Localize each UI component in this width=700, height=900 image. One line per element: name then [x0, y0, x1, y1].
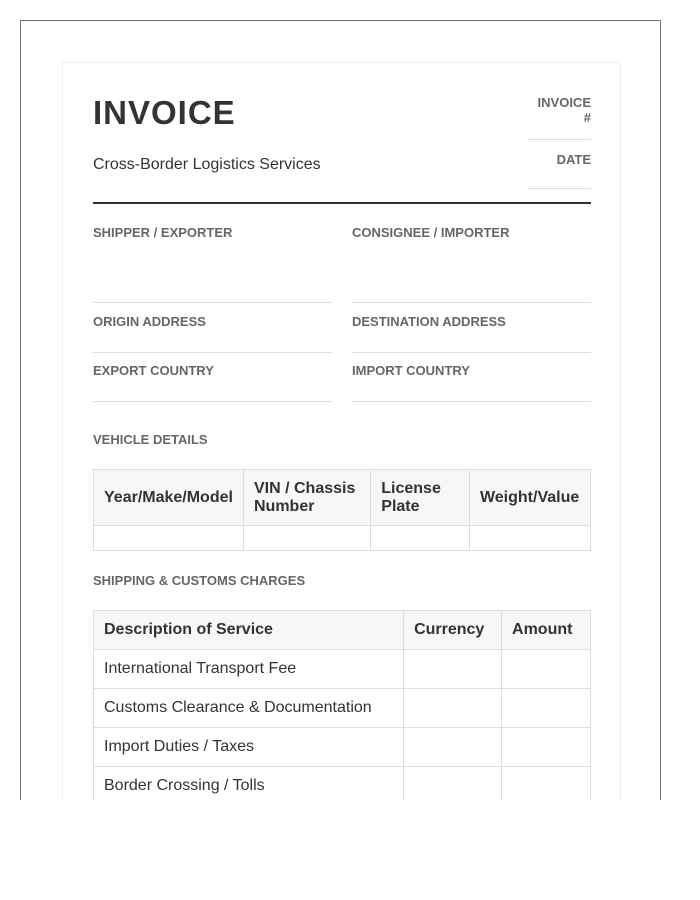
- charge-currency[interactable]: [404, 650, 502, 689]
- export-country-field[interactable]: [93, 363, 332, 402]
- charge-description: Import Duties / Taxes: [94, 728, 404, 767]
- table-row: [94, 650, 591, 689]
- table-row: [94, 728, 591, 767]
- origin-address-field[interactable]: [93, 314, 332, 353]
- charge-amount[interactable]: [502, 689, 591, 728]
- consignee-label: CONSIGNEE / IMPORTER: [352, 225, 510, 240]
- vehicle-header-row: [94, 470, 591, 526]
- table-row: [94, 526, 591, 551]
- vehicle-col-year-make-model: Year/Make/Model: [94, 470, 244, 526]
- consignee-field[interactable]: [352, 225, 591, 303]
- origin-address-label: ORIGIN ADDRESS: [93, 314, 206, 329]
- charges-col-amount: Amount: [502, 611, 591, 650]
- invoice-sheet: [62, 62, 621, 800]
- destination-address-field[interactable]: [352, 314, 591, 353]
- charge-description: International Transport Fee: [94, 650, 404, 689]
- charge-currency[interactable]: [404, 728, 502, 767]
- invoice-meta: [528, 92, 591, 189]
- invoice-number-label: INVOICE #: [537, 95, 591, 125]
- import-country-field[interactable]: [352, 363, 591, 402]
- shipper-field[interactable]: [93, 225, 332, 303]
- vehicle-col-weight-value: Weight/Value: [469, 470, 590, 526]
- export-country-label: EXPORT COUNTRY: [93, 363, 214, 378]
- invoice-title: INVOICE: [93, 94, 236, 131]
- charge-description: Customs Clearance & Documentation: [94, 689, 404, 728]
- vehicle-cell-weight-value[interactable]: [469, 526, 590, 551]
- import-country-label: IMPORT COUNTRY: [352, 363, 470, 378]
- vehicle-table: [93, 469, 591, 551]
- charge-amount[interactable]: [502, 767, 591, 801]
- vehicle-cell-year-make-model[interactable]: [94, 526, 244, 551]
- charge-currency[interactable]: [404, 689, 502, 728]
- charges-col-currency: Currency: [404, 611, 502, 650]
- shipper-label: SHIPPER / EXPORTER: [93, 225, 233, 240]
- table-row: [94, 689, 591, 728]
- header-divider: [93, 202, 591, 204]
- vehicle-col-vin: VIN / Chassis Number: [243, 470, 370, 526]
- document-frame: [20, 20, 661, 800]
- charges-table: [93, 610, 591, 800]
- charge-amount[interactable]: [502, 728, 591, 767]
- charges-header-row: [94, 611, 591, 650]
- vehicle-cell-license-plate[interactable]: [371, 526, 470, 551]
- charges-heading: SHIPPING & CUSTOMS CHARGES: [93, 573, 306, 588]
- charges-col-description: Description of Service: [94, 611, 404, 650]
- vehicle-col-license-plate: License Plate: [371, 470, 470, 526]
- vehicle-details-heading: VEHICLE DETAILS: [93, 432, 208, 447]
- charge-currency[interactable]: [404, 767, 502, 801]
- invoice-number-field[interactable]: [528, 92, 591, 140]
- table-row: [94, 767, 591, 801]
- invoice-date-field[interactable]: [528, 140, 591, 189]
- charge-amount[interactable]: [502, 650, 591, 689]
- vehicle-cell-vin[interactable]: [243, 526, 370, 551]
- charge-description: Border Crossing / Tolls: [94, 767, 404, 801]
- invoice-date-label: DATE: [556, 152, 591, 167]
- invoice-subtitle: Cross-Border Logistics Services: [93, 156, 321, 173]
- destination-address-label: DESTINATION ADDRESS: [352, 314, 506, 329]
